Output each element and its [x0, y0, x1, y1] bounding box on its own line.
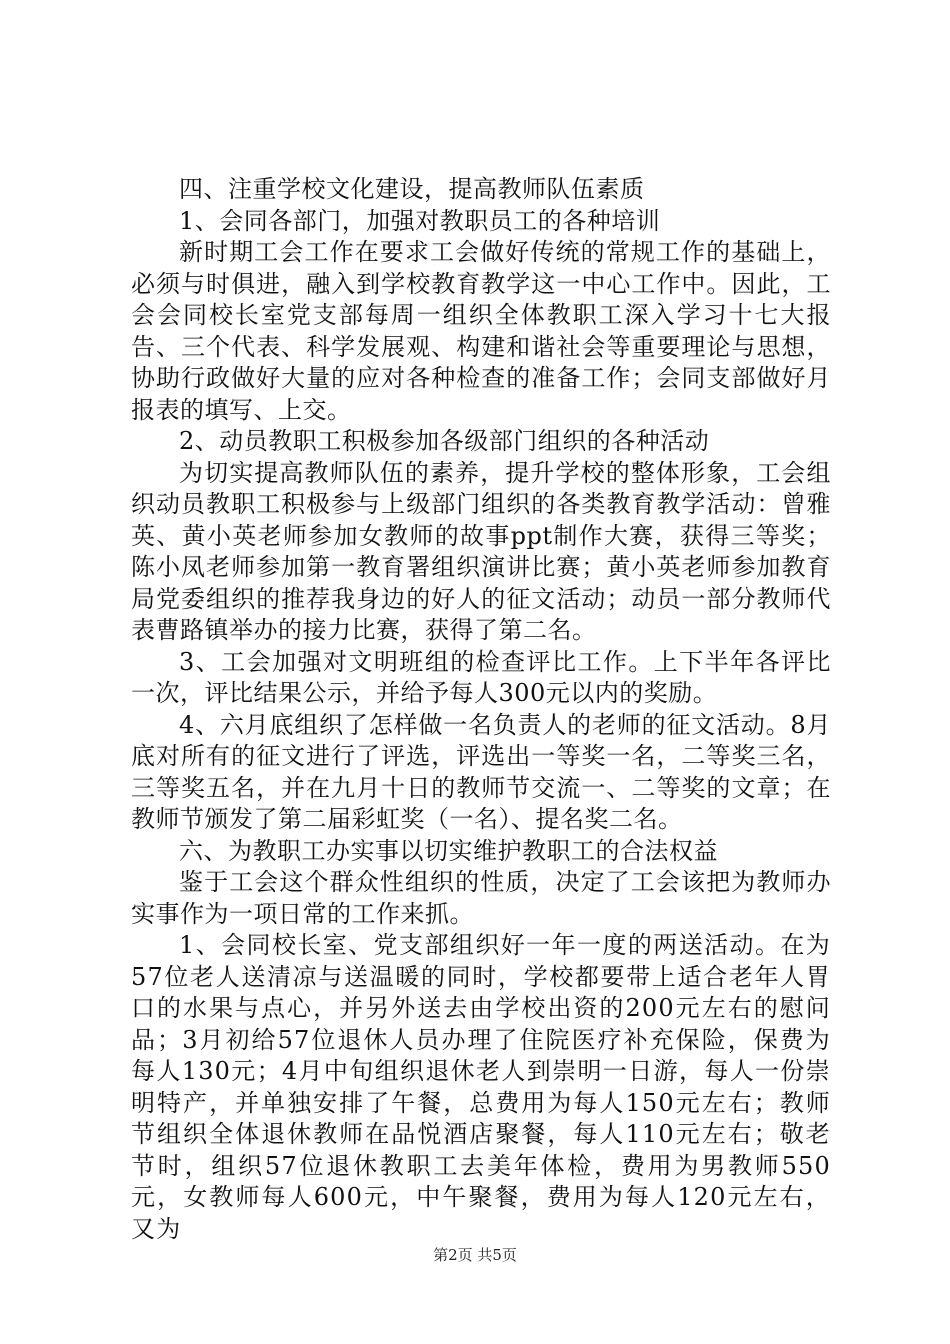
subheading-activities: 2、动员教职工积极参加各级部门组织的各种活动 — [179, 427, 710, 455]
paragraph-training: 新时期工会工作在要求工会做好传统的常规工作的基础上，必须与时俱进，融入到学校教育教学这一中心工作中。因此，工会会同校长室党支部每周一组织全体教职工深入学习十七大报告、三个代表、科学发展观、构建和谐社会等重要理论与思想，协助行政做好大量的应对各种检查的准备工作；会同支部做好月报表的填写、上交。 — [131, 238, 831, 424]
paragraph-retiree-care: 1、会同校长室、党支部组织好一年一度的两送活动。在为57位老人送清凉与送温暖的同时，学校都要带上适合老年人胃口的水果与点心，并另外送去由学校出资的200元左右的慰问品；3月初给57位退休人员办理了住院医疗补充保险，保费为每人130元；4月中旬组织退休老人到崇明一日游，每人一份崇明特产，并单独安排了午餐，总费用为每人150元左右；教师节组织全体退休教师在品悦酒店聚餐，每人110元左右；敬老节时，组织57位退休教职工去美年体检，费用为男教师550元，女教师每人600元，中午聚餐，费用为每人120元左右，又为 — [131, 931, 831, 1243]
paragraph-essay-activity: 4、六月底组织了怎样做一名负责人的老师的征文活动。8月底对所有的征文进行了评选，评选出一等奖一名，二等奖三名，三等奖五名，并在九月十日的教师节交流一、二等奖的文章；在教师节颁发了第二届彩虹奖（一名）、提名奖二名。 — [131, 710, 831, 833]
section-heading-4: 四、注重学校文化建设，提高教师队伍素质 — [179, 175, 645, 203]
document-body — [131, 174, 831, 1245]
subheading-training: 1、会同各部门，加强对教职员工的各种培训 — [179, 206, 661, 235]
section-heading-6: 六、为教职工办实事以切实维护教职工的合法权益 — [179, 836, 718, 865]
paragraph-civilized-groups: 3、工会加强对文明班组的检查评比工作。上下半年各评比一次，评比结果公示，并给予每人300元以内的奖励。 — [131, 647, 831, 707]
page-number-footer: 第2页 共5页 — [433, 1246, 517, 1264]
paragraph-activities: 为切实提高教师队伍的素养，提升学校的整体形象，工会组织动员教职工积极参与上级部门组织的各类教育教学活动：曾雅英、黄小英老师参加女教师的故事ppt制作大赛，获得三等奖；陈小凤老师参加第一教育署组织演讲比赛；黄小英老师参加教育局党委组织的推荐我身边的好人的征文活动；动员一部分教师代表曹路镇举办的接力比赛，获得了第二名。 — [131, 458, 831, 644]
paragraph-union-nature: 鉴于工会这个群众性组织的性质，决定了工会该把为教师办实事作为一项日常的工作来抓。 — [131, 868, 831, 928]
